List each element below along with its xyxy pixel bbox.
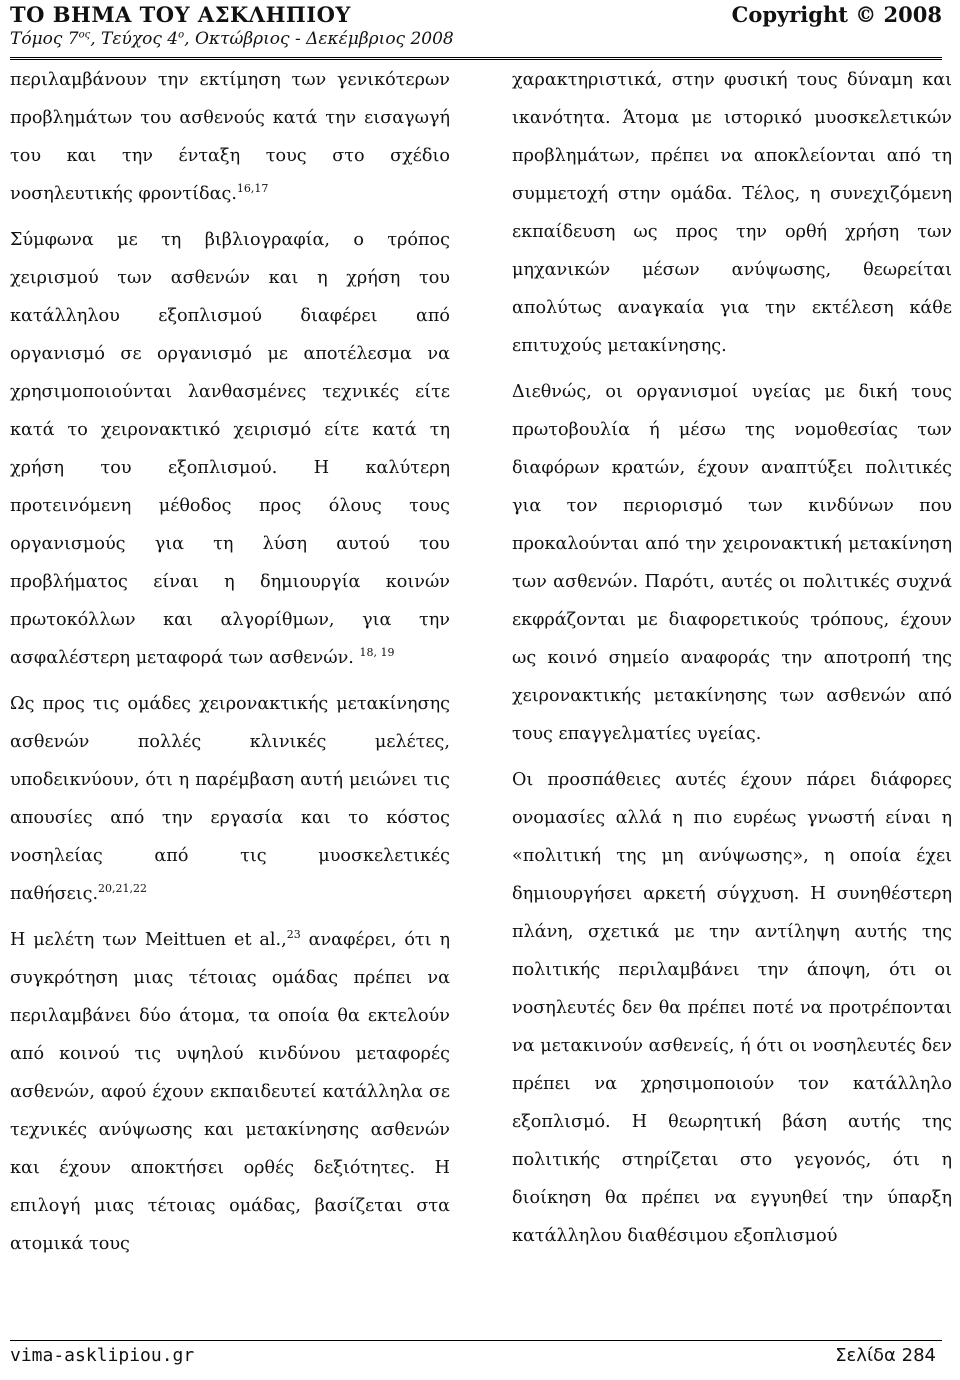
paragraph-text: περιλαμβάνουν την εκτίμηση των γενικότερων προβλημάτων του ασθενούς κατά την εισαγωγή του και την ένταξη τους στο σχέδιο νοσηλευτικής φροντίδας.: [10, 70, 450, 204]
citation: 16,17: [236, 182, 269, 196]
page-number: Σελίδα 284: [835, 1345, 936, 1366]
paragraph: [10, 921, 450, 1263]
issue-volume: Τόμος 7: [10, 29, 79, 49]
paragraph: Διεθνώς, οι οργανισμοί υγείας με δική τους πρωτοβουλία ή μέσω της νομοθεσίας των διαφόρων κρατών, έχουν αναπτύξει πολιτικές για τον περιορισμό των κινδύνων που προκαλούνται από την χειρονακτική μετακίνηση των ασθενών. Παρότι, αυτές οι πολιτικές συχνά εκφράζονται με διαφορετικούς τρόπους, έχουν ως κοινό σημείο αναφοράς την αποτροπή της χειρονακτικής μετακίνησης των ασθενών από τους επαγγελματίες υγείας.: [512, 382, 952, 744]
copyright-notice: Copyright © 2008: [731, 2, 942, 27]
issue-number-suffix: ο: [178, 29, 185, 41]
paragraph: Οι προσπάθειες αυτές έχουν πάρει διάφορες ονομασίες αλλά η πιο ευρέως γνωστή είναι η «πολιτική της μη ανύψωσης», η οποία έχει δημιουργήσει αρκετή σύγχυση. Η συνηθέστερη πλάνη, σχετικά με την αντίληψη αυτής της πολιτικής περιλαμβάνει την άποψη, ότι οι νοσηλευτές δεν θα πρέπει ποτέ να προτρέπονται να μετακινούν ασθενείς, ή ότι οι νοσηλευτές δεν πρέπει να χρησιμοποιούν τον κατάλληλο εξοπλισμό. Η θεωρητική βάση αυτής της πολιτικής στηρίζεται στο γεγονός, ότι η διοίκηση θα πρέπει να εγγυηθεί την ύπαρξη κατάλληλου διαθέσιμου εξοπλισμού: [512, 770, 952, 1246]
issue-number: , Τεύχος 4: [90, 29, 179, 49]
paragraph-text: αναφέρει, ότι η συγκρότηση μιας τέτοιας ομάδας πρέπει να περιλαμβάνει δύο άτομα, τα οποία θα εκτελούν από κοινού τις υψηλού κινδύνου μεταφορές ασθενών, αφού έχουν εκπαιδευτεί κατάλληλα σε τεχνικές ανύψωσης και μετακίνησης ασθενών και έχουν αποκτήσει ορθές δεξιότητες. Η επιλογή μιας τέτοιας ομάδας, βασίζεται στα ατομικά τους: [10, 930, 450, 1254]
paragraph-text: Η μελέτη των Meittuen et al.,: [10, 930, 287, 950]
paragraph: [10, 221, 450, 677]
paragraph: [10, 61, 450, 213]
footer-site-link[interactable]: vima-asklipiou.gr: [10, 1345, 195, 1366]
footer-rule: [10, 1340, 942, 1341]
paragraph: χαρακτηριστικά, στην φυσική τους δύναμη και ικανότητα. Άτομα με ιστορικό μυοσκελετικών προβλημάτων, πρέπει να αποκλείονται από τη συμμετοχή στην ομάδα. Τέλος, η συνεχιζόμενη εκπαίδευση ως προς την ορθή χρήση των μηχανικών μέσων ανύψωσης, θεωρείται απολύτως αναγκαία για την εκτέλεση κάθε επιτυχούς μετακίνησης.: [512, 70, 952, 356]
paragraph-text: Ως προς τις ομάδες χειρονακτικής μετακίνησης ασθενών πολλές κλινικές μελέτες, υποδεικνύουν, ότι η παρέμβαση αυτή μειώνει τις απουσίες από την εργασία και το κόστος νοσηλείας από τις μυοσκελετικές παθήσεις.: [10, 694, 450, 904]
issue-volume-suffix: ος: [78, 29, 91, 41]
journal-title: ΤΟ ΒΗΜΑ ΤΟΥ ΑΣΚΛΗΠΙΟΥ: [10, 2, 351, 27]
citation: 18, 19: [359, 646, 395, 660]
citation: 23: [286, 928, 301, 942]
issue-info: [10, 29, 454, 49]
citation: 20,21,22: [98, 882, 148, 896]
left-column: [10, 61, 450, 1263]
issue-period: , Οκτώβριος - Δεκέμβριος 2008: [184, 29, 454, 49]
paragraph: [10, 685, 450, 913]
page-header: [10, 0, 942, 56]
paragraph-text: Σύμφωνα με τη βιβλιογραφία, ο τρόπος χειρισμού των ασθενών και η χρήση του κατάλληλου εξοπλισμού διαφέρει από οργανισμό σε οργανισμό με αποτέλεσμα να χρησιμοποιούνται λανθασμένες τεχνικές είτε κατά το χειρονακτικό χειρισμό είτε κατά τη χρήση του εξοπλισμού. Η καλύτερη προτεινόμενη μέθοδος προς όλους τους οργανισμούς για τη λύση αυτού του προβλήματος είναι η δημιουργία κοινών πρωτοκόλλων και αλγορίθμων, για την ασφαλέστερη μεταφορά των ασθενών.: [10, 230, 450, 668]
right-column: [512, 61, 952, 1255]
